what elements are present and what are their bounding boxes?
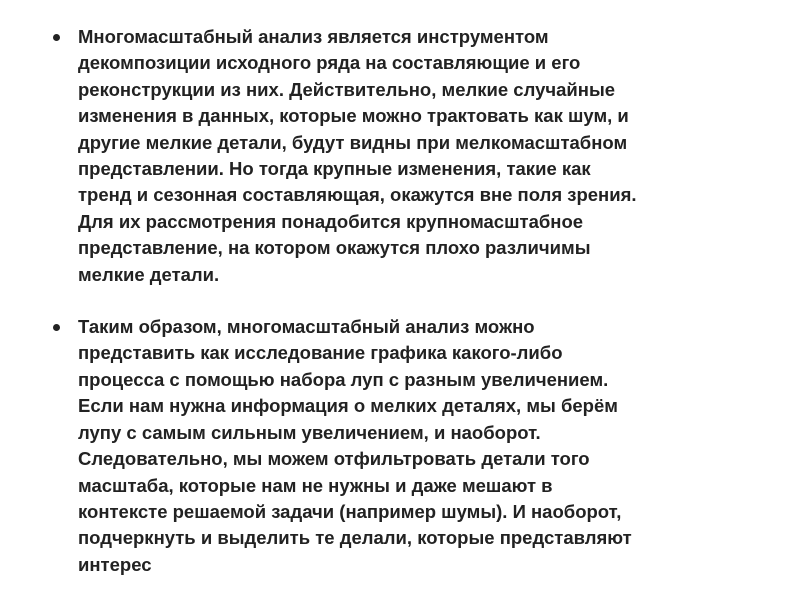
bullet-item xyxy=(50,24,770,288)
bullet-dot-icon xyxy=(53,34,60,41)
bullet-line: представление, на котором окажутся плохо различимы xyxy=(78,237,591,259)
bullet-line: интерес xyxy=(78,553,152,575)
bullet-line: Следовательно, мы можем отфильтровать детали того xyxy=(78,448,590,470)
bullet-line: представлении. Но тогда крупные изменения, такие как xyxy=(78,158,591,180)
bullet-line: Многомасштабный анализ является инструментом xyxy=(78,26,549,47)
bullet-line: масштаба, которые нам не нужны и даже мешают в xyxy=(78,474,553,496)
bullet-line: мелкие детали. xyxy=(78,263,220,285)
bullet-line: лупу с самым сильным увеличением, и наоборот. xyxy=(78,421,541,443)
bullet-line: подчеркнуть и выделить те делали, которые представляют xyxy=(78,527,632,549)
bullet-list xyxy=(50,24,770,578)
bullet-line: контексте решаемой задачи (например шумы). И наоборот, xyxy=(78,500,622,522)
bullet-line: реконструкции из них. Действительно, мелкие случайные xyxy=(78,78,616,100)
bullet-line: другие мелкие детали, будут видны при мелкомасштабном xyxy=(78,131,628,153)
bullet-line: декомпозиции исходного ряда на составляющие и его xyxy=(78,52,581,74)
bullet-dot-icon xyxy=(53,324,60,331)
bullet-line: Если нам нужна информация о мелких деталях, мы берём xyxy=(78,395,618,417)
bullet-line: процесса с помощью набора луп с разным увеличением. xyxy=(78,368,609,390)
bullet-line: представить как исследование графика какого-либо xyxy=(78,342,563,364)
bullet-item xyxy=(50,314,770,578)
bullet-line: Для их рассмотрения понадобится крупномасштабное xyxy=(78,210,584,232)
bullet-line: тренд и сезонная составляющая, окажутся вне поля зрения. xyxy=(78,184,637,206)
bullet-line: Таким образом, многомасштабный анализ можно xyxy=(78,316,535,338)
bullet-line: изменения в данных, которые можно трактовать как шум, и xyxy=(78,105,629,127)
